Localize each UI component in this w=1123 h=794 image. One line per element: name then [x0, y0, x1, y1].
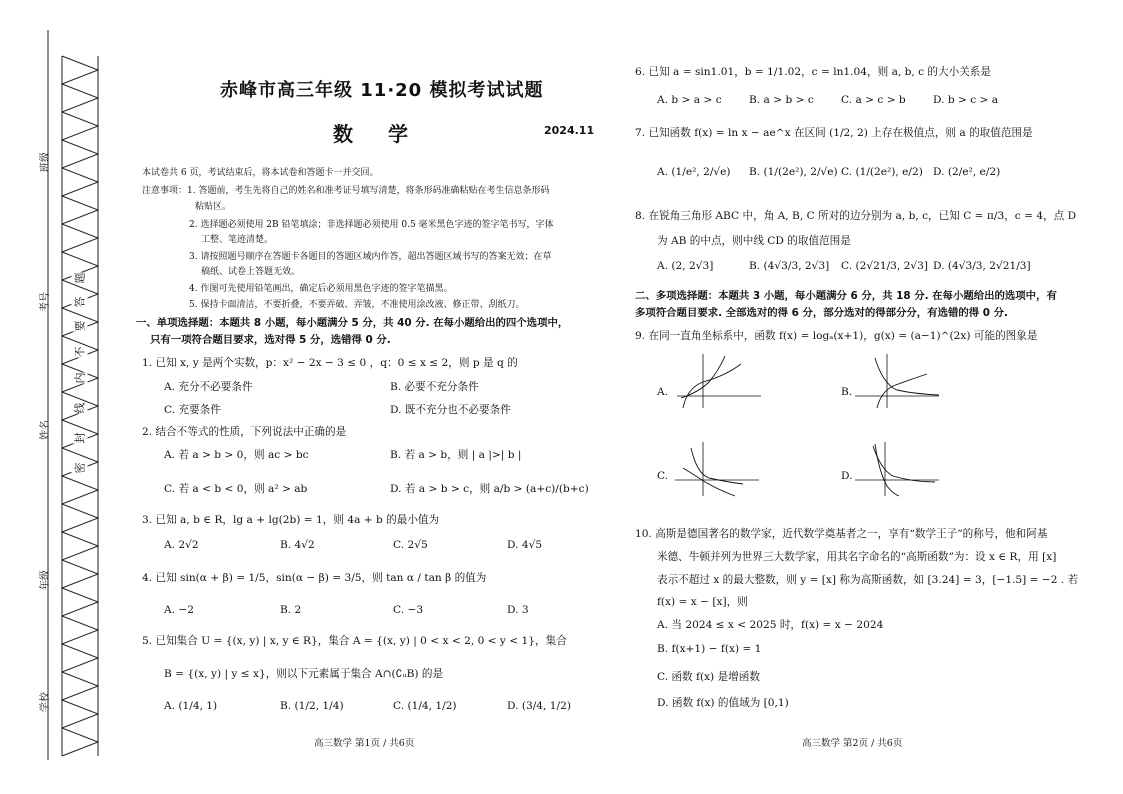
label-name: 姓名: [40, 420, 51, 440]
seal-char: 封: [73, 432, 87, 444]
question-4: 4. 已知 sin(α + β) = 1/5，sin(α − β) = 3/5，则 tan α / tan β 的值为: [142, 572, 487, 584]
q7-option-a: A. (1/e², 2/√e): [657, 166, 731, 178]
section-2-heading: 二、多项选择题：本题共 3 小题，每小题满分 6 分，共 18 分. 在每小题给出的选项中，有: [635, 290, 1057, 302]
q10-option-d: D. 函数 f(x) 的值域为 [0,1): [657, 697, 789, 709]
seal-char: 密: [73, 462, 87, 474]
seal-char: 不: [73, 346, 87, 358]
q8-option-c: C. (2√21/3, 2√3]: [841, 260, 928, 272]
question-1: 1. 已知 x, y 是两个实数，p：x² − 2x − 3 ≤ 0 ，q：0 ≤ x ≤ 2，则 p 是 q 的: [142, 357, 518, 369]
question-8: 8. 在锐角三角形 ABC 中，角 A, B, C 所对的边分别为 a, b, c，已知 C = π/3，c = 4，点 D: [635, 210, 1077, 222]
seal-char: 线: [73, 402, 87, 414]
seal-char: 内: [73, 372, 87, 384]
q2-option-b: B. 若 a > b，则 | a |>| b |: [390, 449, 522, 461]
q9-option-d: D.: [841, 470, 853, 482]
q2-option-a: A. 若 a > b > 0，则 ac > bc: [164, 449, 309, 461]
seal-char: 要: [73, 320, 87, 332]
q1-option-c: C. 充要条件: [164, 404, 221, 416]
label-school: 学校: [40, 692, 51, 712]
q6-option-a: A. b > a > c: [657, 94, 722, 106]
q1-option-a: A. 充分不必要条件: [164, 381, 253, 393]
q4-option-b: B. 2: [280, 604, 302, 616]
note-line: 稿纸、试卷上答题无效。: [201, 267, 301, 277]
q4-option-d: D. 3: [507, 604, 529, 616]
q8-option-a: A. (2, 2√3]: [657, 260, 714, 272]
note-line: 粘贴区。: [195, 202, 232, 212]
q10-option-b: B. f(x+1) − f(x) = 1: [657, 643, 762, 655]
exam-title: 赤峰市高三年级 11·20 模拟考试试题: [220, 80, 544, 101]
note-line: 2. 选择题必须使用 2B 铅笔填涂；非选择题必须使用 0.5 毫米黑色字迹的签字笔书写，字体: [189, 220, 554, 230]
note-line: 注意事项：1. 答题前，考生先将自己的姓名和准考证号填写清楚，将条形码准确粘贴在考生信息条形码: [142, 186, 550, 196]
q9-option-c: C.: [657, 470, 669, 482]
q9-graph-d: [853, 440, 941, 498]
q8-option-b: B. (4√3/3, 2√3]: [749, 260, 830, 272]
q9-graph-a: [675, 352, 763, 410]
note-line: 5. 保持卡面清洁，不要折叠，不要弄破、弄皱，不准使用涂改液、修正带、刮纸刀。: [189, 300, 525, 310]
q5-option-d: D. (3/4, 1/2): [507, 700, 571, 712]
q10-option-a: A. 当 2024 ≤ x < 2025 时，f(x) = x − 2024: [657, 619, 884, 631]
q9-graph-b: [853, 352, 941, 410]
question-5-cont: B = {(x, y) | y ≤ x}，则以下元素属于集合 A∩(∁ᵤB) 的是: [164, 668, 444, 680]
q4-option-a: A. −2: [164, 604, 195, 616]
q9-option-a: A.: [657, 386, 669, 398]
q2-option-c: C. 若 a < b < 0，则 a² > ab: [164, 483, 308, 495]
q5-option-a: A. (1/4, 1): [164, 700, 218, 712]
q5-option-c: C. (1/4, 1/2): [393, 700, 457, 712]
note-line: 3. 请按照题号顺序在答题卡各题目的答题区域内作答，超出答题区域书写的答案无效；在草: [189, 252, 552, 262]
label-exam-no: 考号: [40, 292, 51, 312]
binding-strip: [0, 0, 112, 794]
question-10-line: f(x) = x − [x]，则: [657, 596, 748, 608]
question-9: 9. 在同一直角坐标系中，函数 f(x) = logₐ(x+1)，g(x) = (a−1)^(2x) 可能的图象是: [635, 330, 1038, 342]
q3-option-b: B. 4√2: [280, 539, 315, 551]
q6-option-d: D. b > c > a: [933, 94, 999, 106]
section-1-heading: 一、单项选择题：本题共 8 小题，每小题满分 5 分，共 40 分. 在每小题给出的四个选项中，: [136, 317, 569, 329]
q8-option-d: D. (4√3/3, 2√21/3]: [933, 260, 1031, 272]
seal-char: 答: [73, 296, 87, 308]
subject-title: 数 学: [333, 122, 422, 146]
question-10: 10. 高斯是德国著名的数学家，近代数学奠基者之一，享有“数学王子”的称号，他和阿基: [635, 528, 1048, 540]
q1-option-d: D. 既不充分也不必要条件: [390, 404, 511, 416]
binding-pattern: [0, 0, 112, 794]
q10-option-c: C. 函数 f(x) 是增函数: [657, 671, 760, 683]
q3-option-a: A. 2√2: [164, 539, 199, 551]
question-2: 2. 结合不等式的性质，下列说法中正确的是: [142, 426, 347, 438]
q7-option-d: D. (2/e², e/2): [933, 166, 1001, 178]
q6-option-b: B. a > b > c: [749, 94, 814, 106]
q9-option-b: B.: [841, 386, 853, 398]
label-grade: 年级: [40, 570, 51, 590]
q5-option-b: B. (1/2, 1/4): [280, 700, 344, 712]
seal-char: 题: [73, 272, 87, 284]
question-10-line: 米德、牛顿并列为世界三大数学家，用其名字命名的“高斯函数”为：设 x ∈ R，用 [x]: [657, 551, 1057, 563]
section-1-heading-cont: 只有一项符合题目要求，选对得 5 分，选错得 0 分.: [150, 334, 391, 346]
question-6: 6. 已知 a = sin1.01，b = 1/1.02，c = ln1.04，则 a, b, c 的大小关系是: [635, 66, 991, 78]
q4-option-c: C. −3: [393, 604, 424, 616]
q9-graph-c: [673, 440, 761, 498]
note-line: 本试卷共 6 页，考试结束后，将本试卷和答题卡一并交回。: [142, 168, 379, 178]
note-line: 工整、笔迹清楚。: [201, 235, 274, 245]
q7-option-c: C. (1/(2e²), e/2): [841, 166, 923, 178]
q6-option-c: C. a > c > b: [841, 94, 906, 106]
question-3: 3. 已知 a, b ∈ R，lg a + lg(2b) = 1，则 4a + b 的最小值为: [142, 514, 440, 526]
page-footer: 高三数学 第2页 / 共6页: [802, 738, 903, 749]
section-2-heading-cont: 多项符合题目要求. 全部选对的得 6 分，部分选对的得部分分，有选错的得 0 分.: [635, 307, 1008, 319]
q2-option-d: D. 若 a > b > c，则 a/b > (a+c)/(b+c): [390, 483, 589, 495]
question-8-cont: 为 AB 的中点，则中线 CD 的取值范围是: [657, 235, 851, 247]
q3-option-d: D. 4√5: [507, 539, 543, 551]
question-10-line: 表示不超过 x 的最大整数，则 y = [x] 称为高斯函数，如 [3.24] = 3，[−1.5] = −2 . 若: [657, 574, 1079, 586]
q3-option-c: C. 2√5: [393, 539, 428, 551]
question-7: 7. 已知函数 f(x) = ln x − ae^x 在区间 (1/2, 2) 上存在极值点，则 a 的取值范围是: [635, 127, 1033, 139]
question-5: 5. 已知集合 U = {(x, y) | x, y ∈ R}，集合 A = {(x, y) | 0 < x < 2, 0 < y < 1}，集合: [142, 635, 567, 647]
exam-date: 2024.11: [544, 124, 595, 137]
q1-option-b: B. 必要不充分条件: [390, 381, 479, 393]
page-footer: 高三数学 第1页 / 共6页: [314, 738, 415, 749]
q7-option-b: B. (1/(2e²), 2/√e): [749, 166, 838, 178]
note-line: 4. 作图可先使用铅笔画出，确定后必须用黑色字迹的签字笔描黑。: [189, 284, 453, 294]
label-class: 班级: [40, 152, 51, 172]
